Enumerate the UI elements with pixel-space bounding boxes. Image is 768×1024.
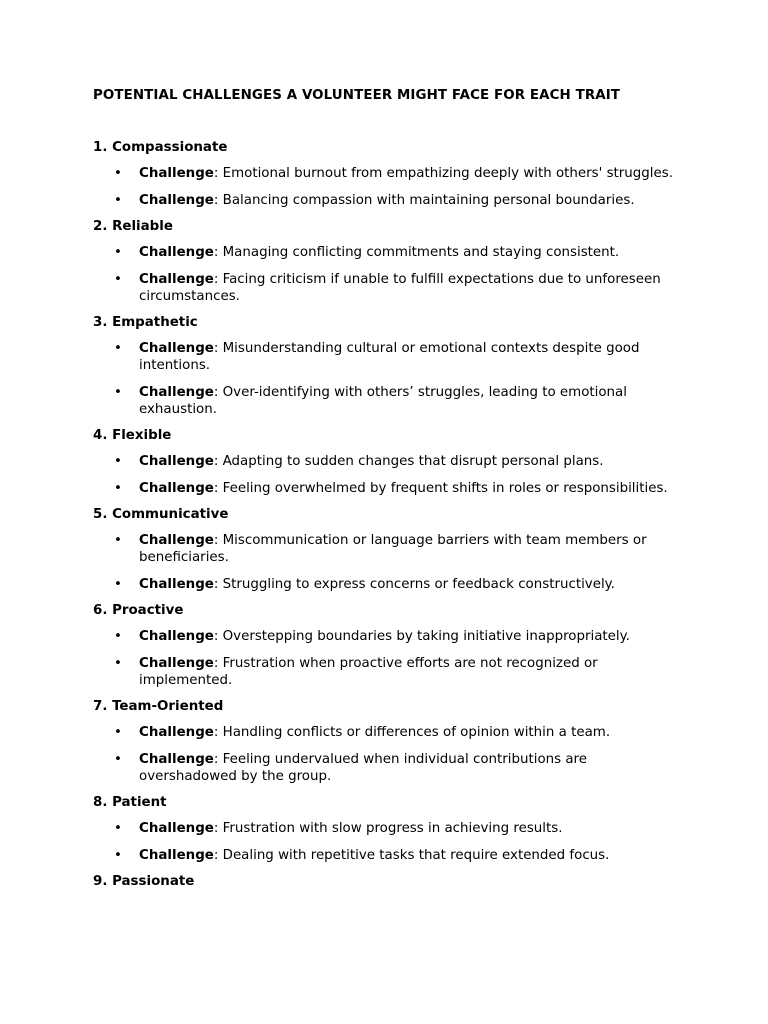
- bullet-icon: •: [114, 847, 122, 863]
- challenge-text: : Misunderstanding cultural or emotional contexts despite good intentions.: [139, 341, 640, 373]
- challenge-item: [93, 751, 683, 785]
- challenge-label: Challenge: [139, 480, 214, 496]
- bullet-icon: •: [114, 629, 122, 644]
- challenge-item: [93, 576, 683, 593]
- challenge-text: : Frustration when proactive efforts are not recognized or implemented.: [139, 655, 598, 688]
- challenge-text: : Managing conflicting commitments and staying consistent.: [213, 245, 620, 260]
- challenge-text: : Over-identifying with others’ struggles, leading to emotional exhaustion.: [139, 384, 627, 417]
- bullet-icon: •: [114, 454, 122, 469]
- challenge-item: [93, 847, 683, 864]
- challenge-label: Challenge: [139, 341, 214, 356]
- challenge-item: [93, 628, 683, 645]
- challenge-list: [93, 453, 683, 497]
- challenge-label: Challenge: [139, 629, 214, 644]
- bullet-icon: •: [114, 166, 122, 181]
- trait-section-reliable: [93, 218, 683, 305]
- bullet-icon: •: [114, 245, 122, 260]
- challenge-item: [93, 271, 683, 305]
- challenge-label: Challenge: [139, 533, 214, 548]
- challenge-text: : Frustration with slow progress in achieving results.: [213, 821, 563, 836]
- challenge-item: [93, 532, 683, 566]
- trait-section-patient: [93, 794, 683, 864]
- bullet-icon: •: [114, 271, 122, 287]
- challenge-item: [93, 340, 683, 374]
- challenge-label: Challenge: [139, 847, 214, 863]
- challenge-item: [93, 192, 683, 209]
- challenge-label: Challenge: [139, 245, 214, 260]
- challenge-label: Challenge: [139, 384, 214, 400]
- challenge-text: : Dealing with repetitive tasks that require extended focus.: [213, 847, 610, 863]
- trait-section-passionate: [93, 873, 683, 890]
- challenge-text: : Emotional burnout from empathizing deeply with others' struggles.: [213, 166, 673, 181]
- bullet-icon: •: [114, 341, 122, 356]
- trait-section-team-oriented: [93, 698, 683, 785]
- document-title: POTENTIAL CHALLENGES A VOLUNTEER MIGHT FACE FOR EACH TRAIT: [93, 88, 621, 103]
- challenge-text: : Struggling to express concerns or feedback constructively.: [213, 576, 615, 592]
- challenge-label: Challenge: [139, 271, 214, 287]
- challenge-label: Challenge: [139, 821, 214, 836]
- challenge-text: : Feeling overwhelmed by frequent shifts in roles or responsibilities.: [213, 480, 668, 496]
- challenge-text: : Miscommunication or language barriers with team members or beneficiaries.: [139, 533, 647, 565]
- bullet-icon: •: [114, 821, 122, 836]
- trait-heading: 8. Patient: [93, 795, 167, 810]
- challenge-text: : Facing criticism if unable to fulfill expectations due to unforeseen circumstances.: [139, 271, 661, 304]
- challenge-item: [93, 384, 683, 418]
- challenge-item: [93, 724, 683, 741]
- challenge-label: Challenge: [139, 725, 214, 740]
- challenge-text: : Adapting to sudden changes that disrupt personal plans.: [213, 454, 604, 469]
- bullet-icon: •: [114, 192, 122, 208]
- trait-heading: 3. Empathetic: [93, 315, 198, 330]
- challenge-list: [93, 340, 683, 418]
- challenge-text: : Handling conflicts or differences of opinion within a team.: [213, 725, 611, 740]
- trait-heading: 6. Proactive: [93, 603, 184, 618]
- trait-section-empathetic: [93, 314, 683, 418]
- challenge-text: : Balancing compassion with maintaining personal boundaries.: [213, 192, 635, 208]
- challenge-label: Challenge: [139, 454, 214, 469]
- bullet-icon: •: [114, 751, 122, 767]
- challenge-item: [93, 244, 683, 261]
- bullet-icon: •: [114, 655, 122, 671]
- trait-heading: 1. Compassionate: [93, 140, 228, 155]
- challenge-label: Challenge: [139, 751, 214, 767]
- challenge-label: Challenge: [139, 655, 214, 671]
- bullet-icon: •: [114, 725, 122, 740]
- challenge-item: [93, 480, 683, 497]
- challenge-list: [93, 820, 683, 864]
- trait-heading: 2. Reliable: [93, 219, 173, 234]
- trait-heading: 9. Passionate: [93, 874, 195, 889]
- bullet-icon: •: [114, 576, 122, 592]
- bullet-icon: •: [114, 384, 122, 400]
- challenge-list: [93, 244, 683, 305]
- document-page: [93, 87, 683, 899]
- bullet-icon: •: [114, 480, 122, 496]
- trait-heading: 4. Flexible: [93, 428, 172, 443]
- bullet-icon: •: [114, 533, 122, 548]
- challenge-list: [93, 532, 683, 593]
- trait-section-communicative: [93, 506, 683, 593]
- trait-section-proactive: [93, 602, 683, 689]
- challenge-list: [93, 724, 683, 785]
- challenge-label: Challenge: [139, 576, 214, 592]
- trait-heading: 5. Communicative: [93, 507, 229, 522]
- challenge-list: [93, 628, 683, 689]
- challenge-item: [93, 453, 683, 470]
- challenge-label: Challenge: [139, 192, 214, 208]
- challenge-label: Challenge: [139, 166, 214, 181]
- challenge-text: : Feeling undervalued when individual contributions are overshadowed by the group.: [139, 751, 588, 784]
- challenge-text: : Overstepping boundaries by taking initiative inappropriately.: [213, 629, 630, 644]
- trait-heading: 7. Team-Oriented: [93, 699, 224, 714]
- trait-section-compassionate: [93, 139, 683, 209]
- trait-section-flexible: [93, 427, 683, 497]
- challenge-item: [93, 820, 683, 837]
- challenge-list: [93, 165, 683, 209]
- challenge-item: [93, 655, 683, 689]
- challenge-item: [93, 165, 683, 182]
